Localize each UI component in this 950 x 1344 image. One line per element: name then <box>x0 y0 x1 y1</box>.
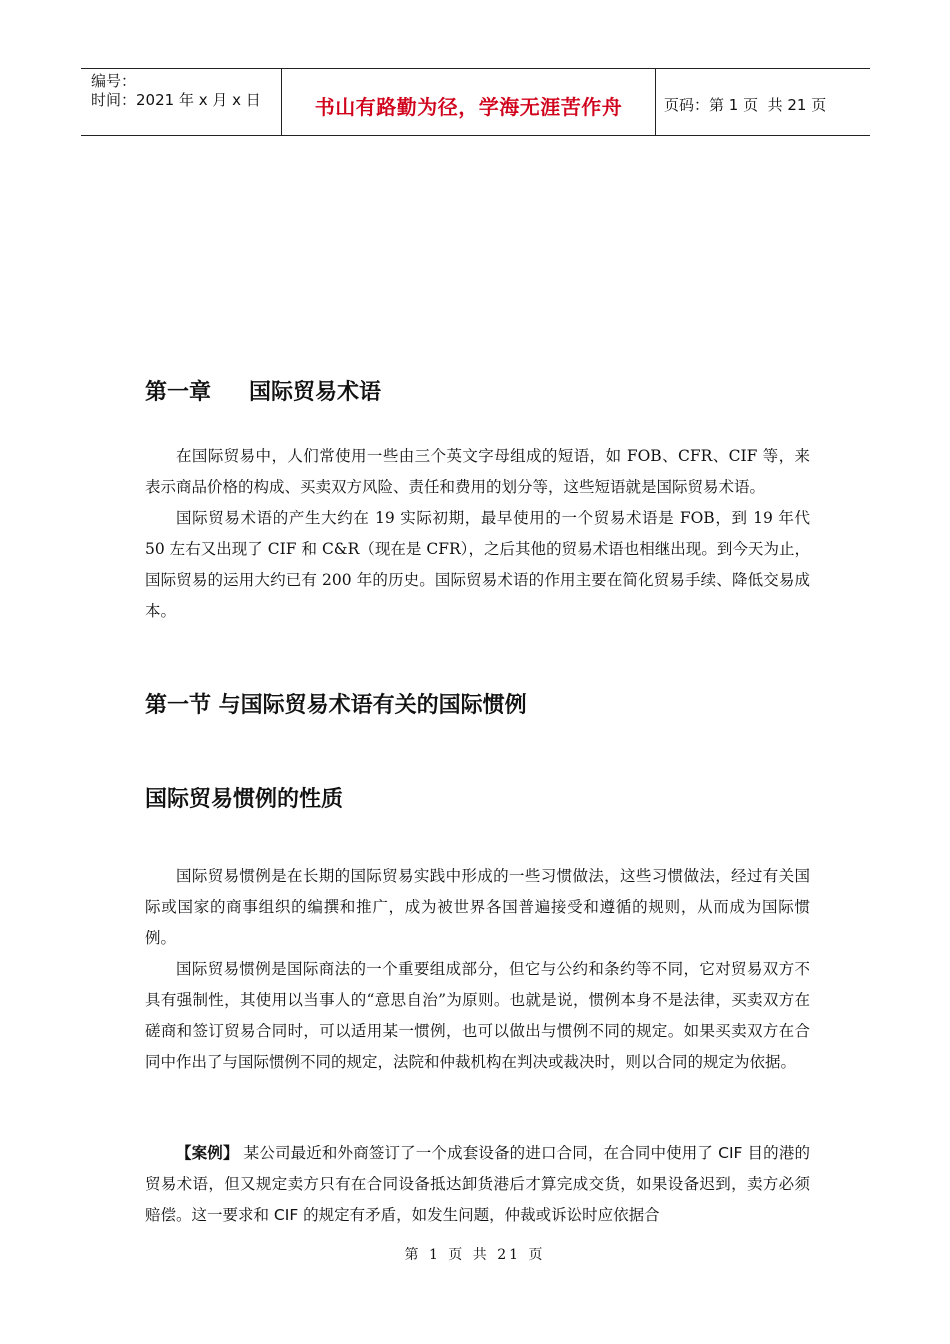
case-block <box>145 1138 810 1231</box>
section2-paragraph-2: 国际贸易惯例是国际商法的一个重要组成部分，但它与公约和条约等不同，它对贸易双方不具有强制性，其使用以当事人的“意思自治”为原则。也就是说，惯例本身不是法律，买卖双方在磋商和签订贸易合同时，可以适用某一惯例，也可以做出与惯例不同的规定。如果买卖双方在合同中作出了与国际惯例不同的规定，法院和仲裁机构在判决或裁决时，则以合同的规定为依据。 <box>145 960 810 1071</box>
header-meta <box>81 69 282 135</box>
time-label: 时间：2021 年 x 月 x 日 <box>91 91 261 109</box>
header-motto: 书山有路勤为径，学海无涯苦作舟 <box>282 69 656 135</box>
header-page-info <box>656 69 870 135</box>
page-footer: 第 1 页 共 21 页 <box>404 1247 546 1263</box>
section-heading-1: 第一节 与国际贸易术语有关的国际惯例 <box>145 693 527 718</box>
case-text: 某公司最近和外商签订了一个成套设备的进口合同，在合同中使用了 CIF 目的港的贸易术语，但又规定卖方只有在合同设备抵达卸货港后才算完成交货，如果设备迟到，卖方必须赔偿。这一要求和 CIF 的规定有矛盾，如发生问题，仲裁或诉讼时应依据合 <box>145 1144 810 1224</box>
case-tag: 【案例】 <box>176 1144 239 1162</box>
case-paragraph <box>145 1138 810 1231</box>
section2-paragraph-1: 国际贸易惯例是在长期的国际贸易实践中形成的一些习惯做法，这些习惯做法，经过有关国际或国家的商事组织的编撰和推广，成为被世界各国普遍接受和遵循的规则，从而成为国际惯例。 <box>145 867 810 947</box>
intro-block <box>145 441 810 627</box>
chapter-title: 国际贸易术语 <box>249 380 382 405</box>
section-heading-2: 国际贸易惯例的性质 <box>145 787 344 812</box>
section2-block <box>145 861 810 1078</box>
chapter-heading <box>145 378 381 408</box>
serial-label: 编号： <box>91 72 137 90</box>
chapter-number: 第一章 <box>145 380 212 405</box>
intro-paragraph-2: 国际贸易术语的产生大约在 19 实际初期，最早使用的一个贸易术语是 FOB，到 19 年代 50 左右又出现了 CIF 和 C&R（现在是 CFR），之后其他的贸易术语也相继出现。到今天为止，国际贸易的运用大约已有 200 年的历史。国际贸易术语的作用主要在简化贸易手续、降低交易成本。 <box>145 509 810 620</box>
intro-paragraph-1: 在国际贸易中，人们常使用一些由三个英文字母组成的短语，如 FOB、CFR、CIF 等，来表示商品价格的构成、买卖双方风险、责任和费用的划分等，这些短语就是国际贸易术语。 <box>145 447 810 496</box>
page-info-text: 页码：第 1 页 共 21 页 <box>664 95 827 114</box>
page-header <box>81 68 870 136</box>
